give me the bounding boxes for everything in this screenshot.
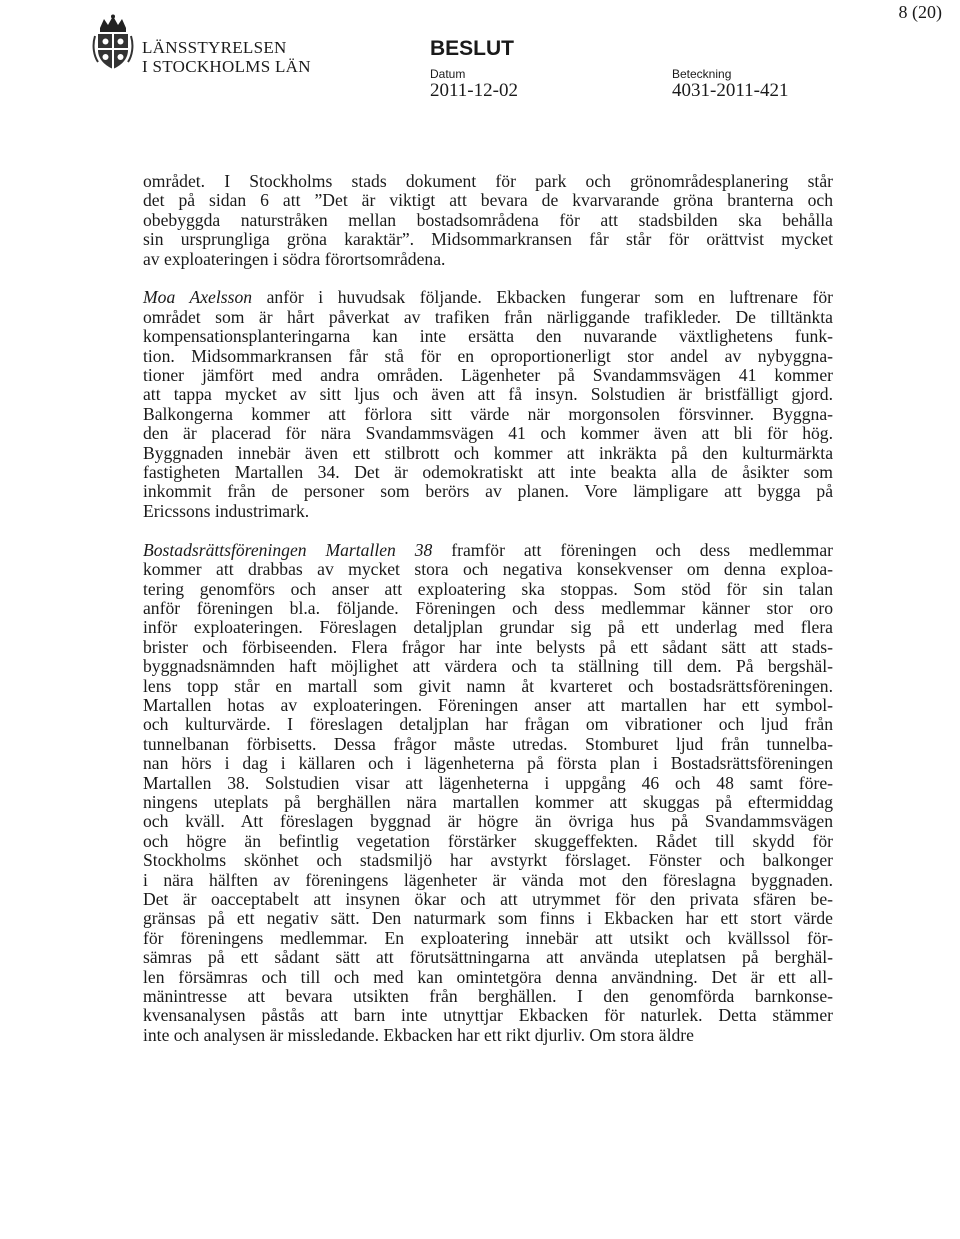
- body-paragraph: [143, 541, 833, 1046]
- text-line: tunnelbanan förbisetts. Dessa frågor måste utredas. Stomburet ljud från tunnelba-: [143, 733, 833, 754]
- text-line: gränsas på ett negativ sätt. Den naturmark som finns i Ekbacken har ett stort värde: [143, 908, 833, 929]
- reference-value: 4031-2011-421: [672, 80, 789, 101]
- text-line: för föreningens medlemmar. En exploatering innebär att utsikt och kvällssol för-: [143, 927, 833, 948]
- text-line: och högre än befintlig vegetation förstärker skuggeffekten. Rådet till skydd för: [143, 830, 833, 851]
- body-paragraph: [143, 288, 833, 521]
- text-line: tering genomförs och anser att exploatering ska stoppas. Som stöd för sin talan: [143, 578, 833, 599]
- text-line: det på sidan 6 att ”Det är viktigt att bevara de kvarvarande gröna branterna och: [143, 190, 833, 211]
- page-number: 8 (20): [898, 2, 942, 22]
- text-line: inför exploateringen. Föreslagen detaljplan grundar sig på ett underlag med flera: [143, 617, 833, 638]
- text-line: anför föreningen bl.a. följande. Föreningen och dess medlemmar känner stor oro: [143, 597, 833, 618]
- text-line: inkommit från de personer som berörs av planen. Vore lämpligare att bygga på: [143, 481, 833, 502]
- body-paragraph: [143, 172, 833, 269]
- text-line: Moa Axelsson anför i huvudsak följande. Ekbacken fungerar som en luftrenare för: [143, 287, 833, 308]
- text-line: att tappa mycket av sitt ljus och även att få insyn. Solstudien är bristfälligt gjord.: [143, 384, 833, 405]
- text-line: obebyggda naturstråken mellan bostadsområdena för att stadsbilden ska behålla: [143, 209, 833, 230]
- document-body: [143, 172, 833, 1045]
- text-line: kvensanalysen påstås att barn inte utnyttjar Ekbacken för naturlek. Detta stämmer: [143, 1005, 833, 1026]
- party-name: Moa Axelsson: [143, 287, 253, 308]
- text-line: len försämras och till och med kan omintetgöra denna användning. Det är ett all-: [143, 966, 833, 987]
- agency-line: LÄNSSTYRELSEN: [142, 38, 287, 57]
- text-line: tioner jämfört med andra områden. Lägenheter på Svandammsvägen 41 kommer: [143, 365, 833, 386]
- document-type: BESLUT: [430, 37, 514, 60]
- text-line: Stockholms skönhet och stadsmiljö har avstyrkt förslaget. Fönster och balkonger: [143, 850, 833, 871]
- text-line: i nära hälften av föreningens lägenheter är vända mot den föreslagna byggnaden.: [143, 869, 833, 890]
- date-label: Datum: [430, 67, 466, 81]
- text-line: mänintresse att bevara utsikten från berghällen. I den genomförda barnkonse-: [143, 986, 833, 1007]
- agency-name: [142, 38, 311, 76]
- text-line: Martallen 38. Solstudien visar att lägenheterna i uppgång 46 och 48 samt före-: [143, 772, 833, 793]
- text-line: och kväll. Att föreslagen byggnad är högre än övriga hus på Svandammsvägen: [143, 811, 833, 832]
- text-line: byggnadsnämnden haft möjlighet att värdera och ta ställning till dem. På bergshäl-: [143, 656, 833, 677]
- text-line: fastigheten Martallen 34. Det är odemokratiskt att inte beakta alla de åsikter som: [143, 462, 833, 483]
- text-line: Martallen hotas av exploateringen. Föreningen anser att martallen har ett symbol-: [143, 694, 833, 715]
- text-line: nan hörs i dag i källaren och i lägenheterna på första plan i Bostadsrättsföreningen: [143, 753, 833, 774]
- agency-line: I STOCKHOLMS LÄN: [142, 57, 311, 76]
- text-line: ningens uteplats på berghällen nära martallen kommer att skuggas på eftermiddag: [143, 791, 833, 812]
- text-line: kompensationsplanteringarna kan inte ersätta den nuvarande växtlighetens funk-: [143, 326, 833, 347]
- text-line: Bostadsrättsföreningen Martallen 38 framför att föreningen och dess medlemmar: [143, 539, 833, 560]
- party-name: Bostadsrättsföreningen Martallen 38: [143, 539, 433, 560]
- text-line: inte och analysen är missledande. Ekbacken har ett rikt djurliv. Om stora äldre: [143, 1024, 694, 1045]
- text-line: Balkongerna kommer att förlora sitt värde när morgonsolen försvinner. Byggna-: [143, 403, 833, 424]
- text-line: Det är oacceptabelt att insynen ökar och att utrymmet för den privata sfären be-: [143, 889, 833, 909]
- text-line: området. I Stockholms stads dokument för park och grönområdesplanering står: [143, 171, 833, 191]
- text-line: brister och förbiseenden. Flera frågor har inte belysts på ett sådant sätt att stads-: [143, 636, 833, 657]
- crown-coat-of-arms-icon: [92, 14, 134, 70]
- text-line: sin ursprungliga gröna karaktär”. Midsommarkransen får står för orättvist mycket: [143, 229, 833, 250]
- date-value: 2011-12-02: [430, 80, 518, 101]
- text-line: tion. Midsommarkransen får stå för en oproportionerligt stor andel av nybyggna-: [143, 345, 833, 366]
- text-line: området som är hårt påverkat av trafiken från närliggande trafikleder. De tilltänkta: [143, 306, 833, 327]
- text-line: och kulturvärde. I föreslagen detaljplan har frågan om vibrationer och ljud från: [143, 714, 833, 735]
- text-line: den är placerad för nära Svandammsvägen 41 och kommer även att bli för hög.: [143, 423, 833, 444]
- text-line: sämras på ett sådant sätt att förutsättningarna att använda uteplatsen på berghäl-: [143, 947, 833, 968]
- text-line: kommer att drabbas av mycket stora och negativa konsekvenser om denna exploa-: [143, 559, 833, 580]
- text-line: lens topp står en martall som givit namn åt kvarteret och bostadsrättsföreningen.: [143, 675, 833, 696]
- text-line: av exploateringen i södra förortsområdena.: [143, 248, 446, 269]
- text-line: Byggnaden innebär även ett stilbrott och kommer att inkräkta på den kulturmärkta: [143, 442, 833, 463]
- text-line: Ericssons industrimark.: [143, 500, 310, 521]
- reference-label: Beteckning: [672, 67, 732, 81]
